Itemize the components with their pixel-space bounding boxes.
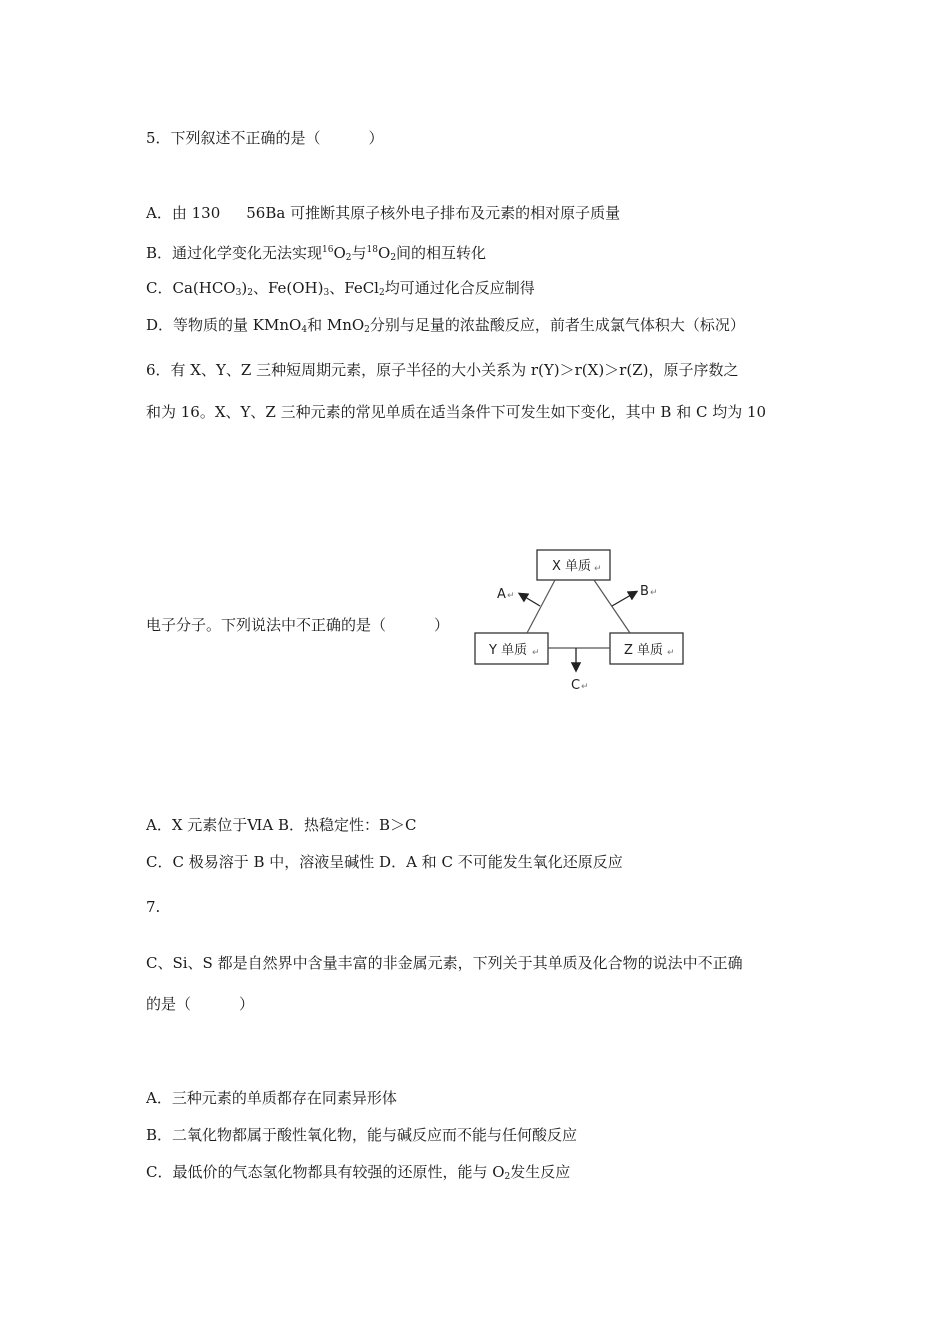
q5-stem <box>146 128 384 148</box>
x-return-mark: ↵ <box>594 564 602 574</box>
arrow-a <box>520 594 540 606</box>
q5-option-b-sub1: 2 <box>345 253 352 263</box>
arrow-b <box>612 592 636 606</box>
q5-option-c-part3: 、Fe(OH) <box>252 279 324 297</box>
q7-option-c-part2: 发生反应 <box>510 1163 571 1181</box>
q6-options-line2: C．C 极易溶于 B 中，溶液呈碱性 D．A 和 C 不可能发生氧化还原反应 <box>146 853 623 871</box>
q5-option-b-mid: 与 <box>351 244 367 262</box>
product-a-label: A <box>497 587 506 602</box>
q5-option-c-part1: C．Ca(HCO <box>146 279 236 297</box>
xy-reaction-line <box>527 580 555 633</box>
q7-option-c-sub: 2 <box>504 1172 511 1182</box>
q5-option-d <box>146 315 745 340</box>
reaction-diagram <box>470 545 690 695</box>
x-element-label: X 单质 <box>552 559 592 574</box>
q5-stem-close: ） <box>368 129 384 147</box>
xz-reaction-line <box>594 580 630 633</box>
q5-option-a-prefix: A．由 <box>146 204 187 222</box>
product-c-label: C <box>571 678 581 693</box>
q5-option-c-sub3: 3 <box>323 288 330 298</box>
q5-option-c-sub1: 3 <box>235 288 242 298</box>
q5-option-b-sup1: 16 <box>322 245 334 255</box>
q7-stem-line2-text: 的是（ <box>146 995 192 1013</box>
q6-stem-line3 <box>146 615 449 635</box>
q5-option-c-part2: ) <box>241 279 248 297</box>
q7-option-a: A．三种元素的单质都存在同素异形体 <box>146 1089 397 1107</box>
q6-options-line1: A．X 元素位于ⅥA B．热稳定性：B＞C <box>146 816 417 834</box>
q7-stem-line1: C、Si、S 都是自然界中含量丰富的非金属元素，下列关于其单质及化合物的说法中不正确 <box>146 954 743 972</box>
q7-stem-line2 <box>146 994 254 1014</box>
q6-stem-line1: 6．有 X、Y、Z 三种短周期元素，原子半径的大小关系为 r(Y)＞r(X)＞r(Z)，原子序数之 <box>146 361 739 379</box>
q5-option-b-o1: O <box>333 244 346 262</box>
q7-option-c <box>146 1162 570 1187</box>
q5-option-a-rest: 可推断其原子核外电子排布及元素的相对原子质量 <box>290 204 621 222</box>
q5-option-d-sub2: 2 <box>364 325 370 335</box>
q5-option-c-part5: 均可通过化合反应制得 <box>384 279 535 297</box>
q7-option-b: B．二氧化物都属于酸性氧化物，能与碱反应而不能与任何酸反应 <box>146 1126 578 1144</box>
q5-option-a <box>146 203 620 223</box>
q7-stem-line2-close: ） <box>239 995 255 1013</box>
q5-option-d-sub1: 4 <box>301 325 308 335</box>
c-return-mark: ↵ <box>581 682 589 692</box>
q5-option-c <box>146 278 535 303</box>
reaction-diagram-svg <box>470 545 690 695</box>
q5-option-d-part2: 和 MnO <box>307 316 365 334</box>
y-return-mark: ↵ <box>532 648 540 658</box>
q5-option-b-sub2: 2 <box>390 253 397 263</box>
q6-stem-line3-text: 电子分子。下列说法中不正确的是（ <box>146 616 387 634</box>
q5-option-b-o2: O <box>378 244 391 262</box>
q5-option-c-part4: 、FeCl <box>329 279 379 297</box>
q5-option-d-part1: D．等物质的量 KMnO <box>146 316 302 334</box>
q5-option-b <box>146 240 486 268</box>
q5-option-c-sub2: 2 <box>247 288 253 298</box>
a-return-mark: ↵ <box>507 591 515 601</box>
product-b-label: B <box>640 584 649 599</box>
q6-stem-line3-close: ） <box>434 616 450 634</box>
q5-option-a-mass: 130 <box>191 204 221 222</box>
q5-option-b-text: B．通过化学变化无法实现 <box>146 244 323 262</box>
z-element-label: Z 单质 <box>624 643 664 658</box>
b-return-mark: ↵ <box>650 588 658 598</box>
q6-stem-line2: 和为 16。X、Y、Z 三种元素的常见单质在适当条件下可发生如下变化，其中 B 和 C 均为 10 <box>146 403 767 421</box>
q5-option-b-end: 间的相互转化 <box>396 244 487 262</box>
q5-option-c-sub4: 2 <box>378 288 385 298</box>
q5-option-d-part3: 分别与足量的浓盐酸反应，前者生成氯气体积大（标况） <box>369 316 745 334</box>
q5-option-a-atomic: 56Ba <box>246 204 286 222</box>
y-element-label: Y 单质 <box>489 643 528 658</box>
q5-option-b-sup2: 18 <box>366 245 378 255</box>
q7-number: 7. <box>146 898 161 916</box>
z-return-mark: ↵ <box>667 648 675 658</box>
q7-option-c-part1: C．最低价的气态氢化物都具有较强的还原性，能与 O <box>146 1163 505 1181</box>
q5-stem-text: 5．下列叙述不正确的是（ <box>146 129 321 147</box>
